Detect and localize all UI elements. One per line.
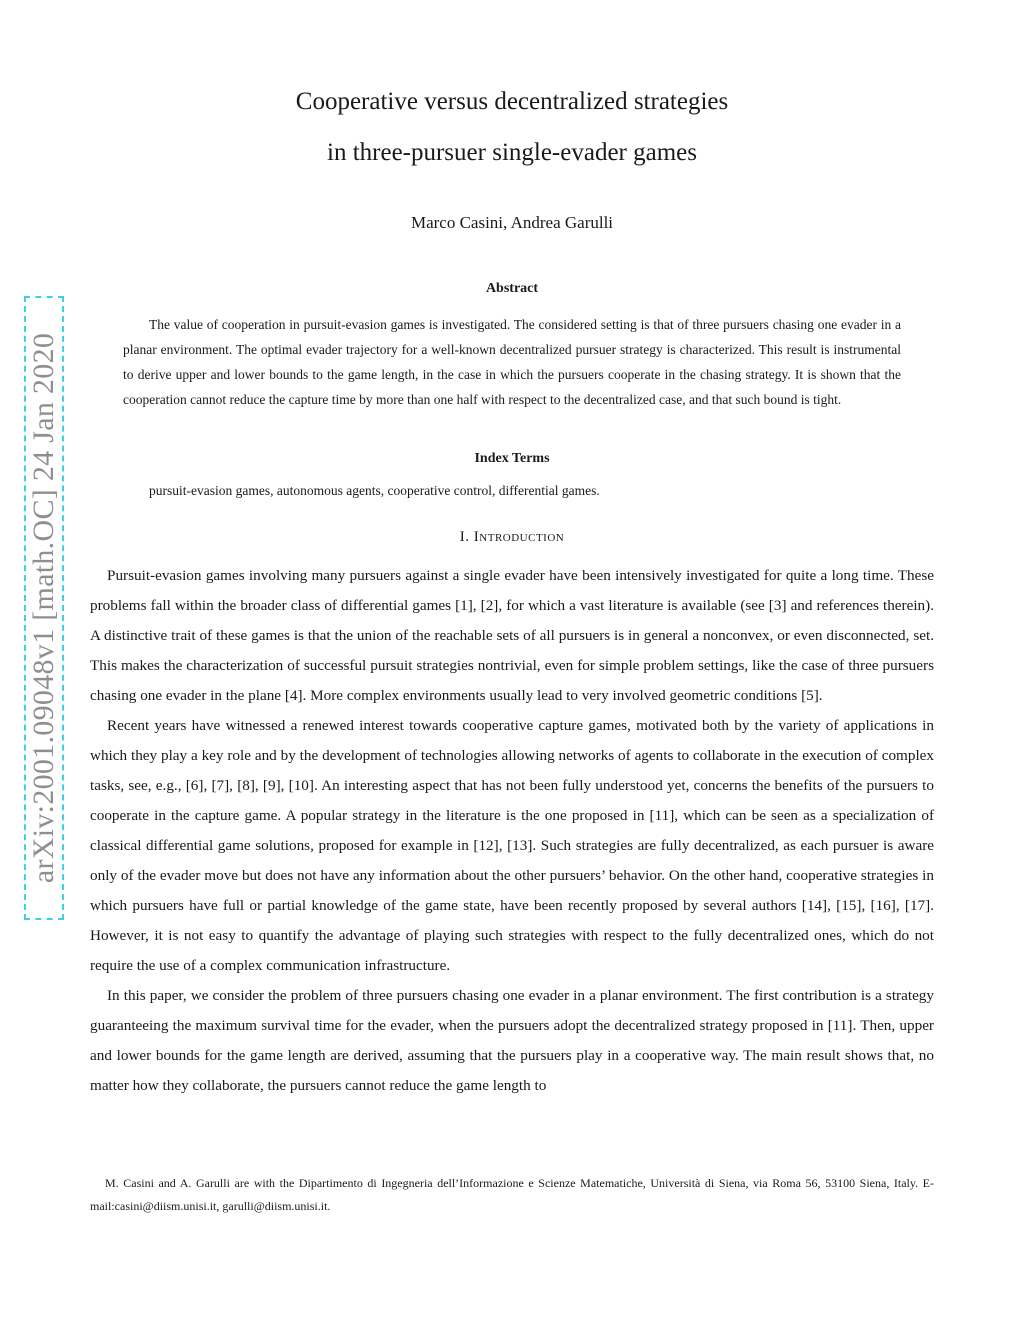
- paper-title-line-2: in three-pursuer single-evader games: [327, 139, 697, 166]
- introduction-numeral: I.: [459, 529, 474, 545]
- introduction-body: [90, 561, 934, 1101]
- index-terms-text: pursuit-evasion games, autonomous agents, cooperative control, differential games.: [149, 483, 600, 498]
- introduction-heading: [0, 529, 1024, 546]
- paper-title-line-1: Cooperative versus decentralized strategies: [295, 88, 729, 115]
- introduction-title: Introduction: [473, 529, 565, 545]
- intro-paragraph-3: In this paper, we consider the problem of three pursuers chasing one evader in a planar environment. The first contribution is a strategy guaranteeing the maximum survival time for the evader, when the pursuers adopt the decentralized strategy proposed in [11]. Then, upper and lower bounds for the game length are derived, assuming that the pursuers play in a cooperative way. The main result shows that, no matter how they collaborate, the pursuers cannot reduce the game length to: [90, 987, 934, 1094]
- index-terms-heading: Index Terms: [474, 451, 550, 466]
- intro-paragraph-2: Recent years have witnessed a renewed interest towards cooperative capture games, motivated both by the variety of applications in which they play a key role and by the development of technologies allowing networks of agents to collaborate in the execution of complex tasks, see, e.g., [6], [7], [8], [9], [10]. An interesting aspect that has not been fully understood yet, concerns the benefits of the pursuers to cooperate in the capture game. A popular strategy in the literature is the one proposed in [11], which can be seen as a specialization of classical differential game solutions, proposed for example in [12], [13]. Such strategies are fully decentralized, as each pursuer is aware only of the evader move but does not have any information about the other pursuers’ behavior. On the other hand, cooperative strategies in which pursuers have full or partial knowledge of the game state, have been recently proposed by several authors [14], [15], [16], [17]. However, it is not easy to quantify the advantage of playing such strategies with respect to the fully decentralized ones, which do not require the use of a complex communication infrastructure.: [90, 717, 934, 974]
- abstract-heading: Abstract: [485, 281, 539, 296]
- paper-title: [0, 76, 1024, 178]
- author-affiliation-footnote: M. Casini and A. Garulli are with the Dipartimento di Ingegneria dell’Informazione e Scienze Matematiche, Università di Siena, via Roma 56, 53100 Siena, Italy. E-mail:casini@diism.unisi.it, garulli@diism.unisi.it.: [90, 1176, 934, 1213]
- arxiv-identifier-text: arXiv:2001.09048v1 [math.OC] 24 Jan 2020: [27, 332, 60, 884]
- arxiv-identifier-stamp: [24, 296, 64, 920]
- intro-paragraph-1: Pursuit-evasion games involving many pursuers against a single evader have been intensively investigated for quite a long time. These problems fall within the broader class of differential games [1], [2], for which a vast literature is available (see [3] and references therein). A distinctive trait of these games is that the union of the reachable sets of all pursuers is in general a nonconvex, or even disconnected, set. This makes the characterization of successful pursuit strategies nontrivial, even for simple problem settings, like the case of three pursuers chasing one evader in the plane [4]. More complex environments usually lead to very involved geometric conditions [5].: [90, 567, 934, 704]
- paper-authors: Marco Casini, Andrea Garulli: [410, 213, 614, 232]
- abstract-text: The value of cooperation in pursuit-evasion games is investigated. The considered setting is that of three pursuers chasing one evader in a planar environment. The optimal evader trajectory for a well-known decentralized pursuer strategy is characterized. This result is instrumental to derive upper and lower bounds to the game length, in the case in which the pursuers cooperate in the chasing strategy. It is shown that the cooperation cannot reduce the capture time by more than one half with respect to the decentralized case, and that such bound is tight.: [123, 317, 901, 407]
